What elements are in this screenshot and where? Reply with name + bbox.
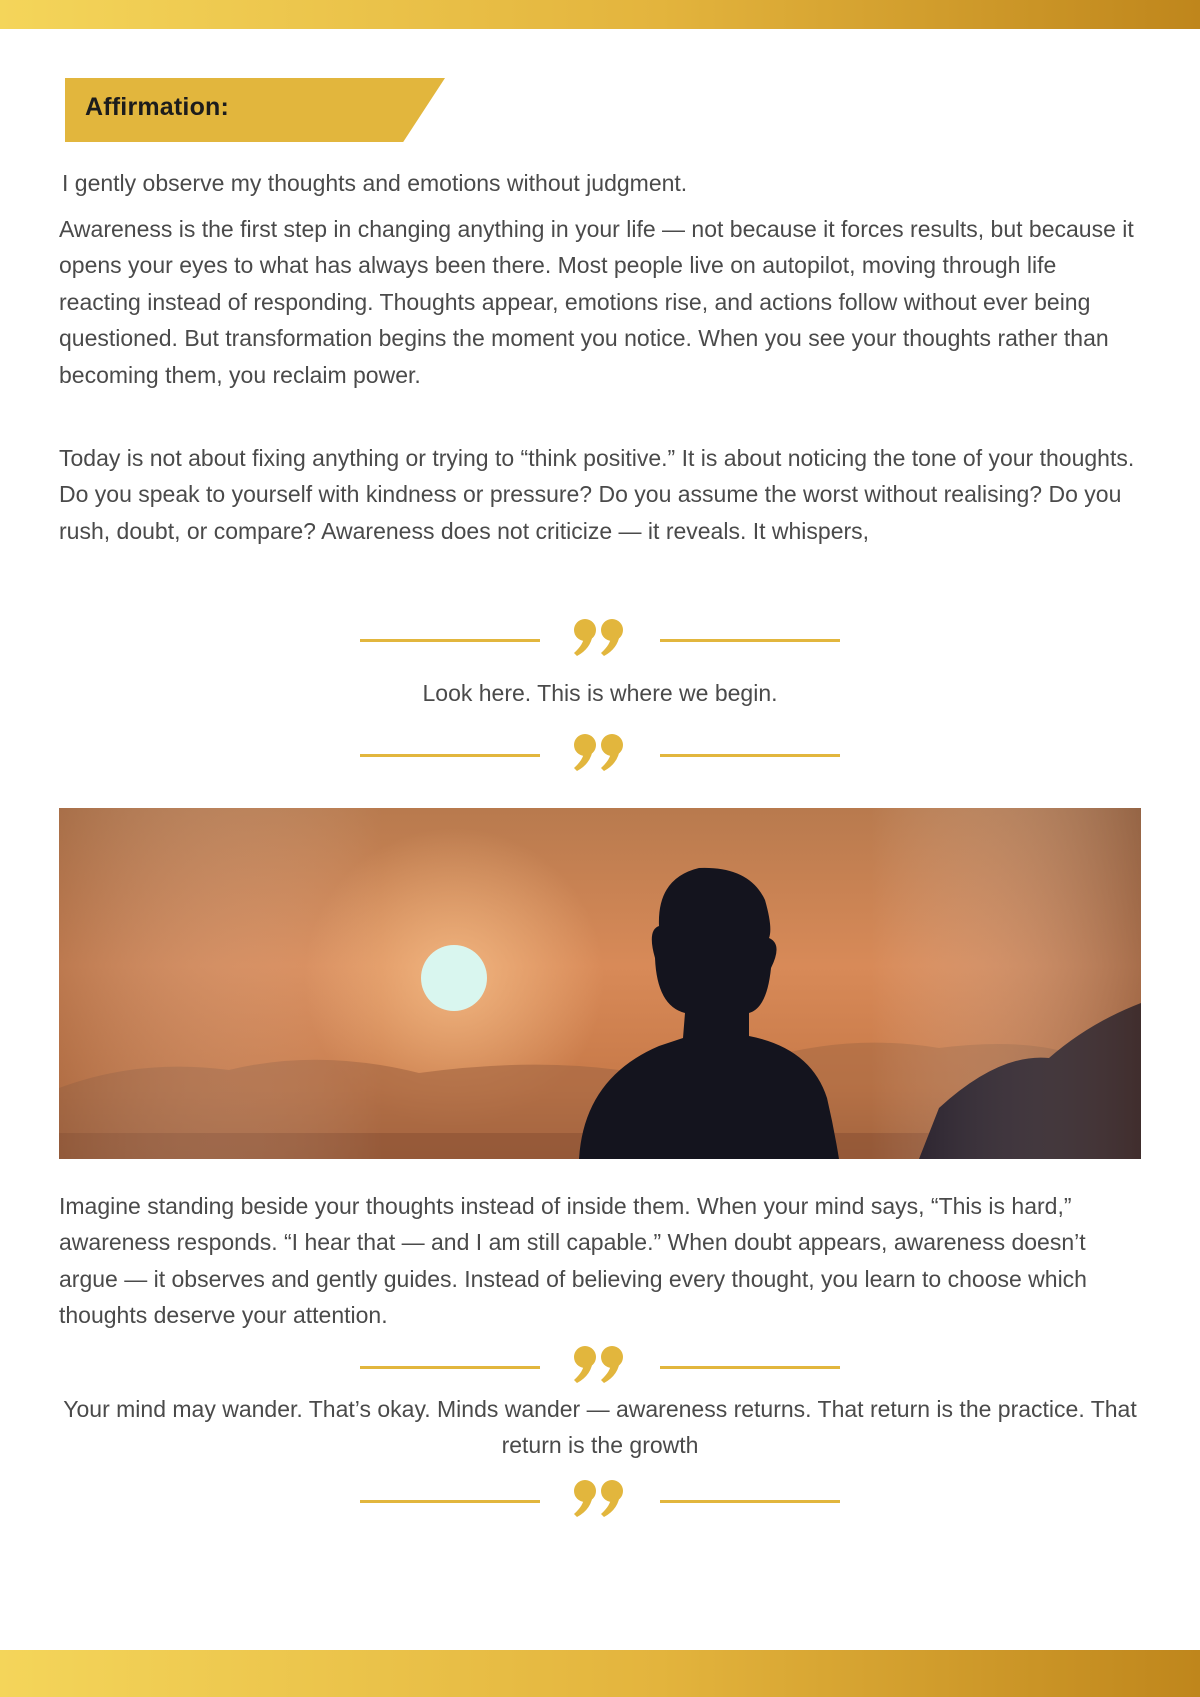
top-accent-bar — [0, 0, 1200, 29]
divider-line — [360, 1500, 540, 1503]
quote-divider — [360, 1345, 840, 1389]
quote-divider — [360, 733, 840, 777]
quote-mark-icon — [572, 618, 626, 658]
body-paragraph: Imagine standing beside your thoughts instead of inside them. When your mind says, “This is hard,” awareness responds. “I hear that — and I am still capable.” When doubt appears, awareness doesn’t argue — it observes and gently guides. Instead of believing every thought, you learn to choose which thoughts deserve your attention. — [59, 1193, 1087, 1329]
bottom-accent-bar — [0, 1650, 1200, 1697]
body-paragraph: Today is not about fixing anything or trying to “think positive.” It is about noticing the tone of your thoughts. Do you speak to yourself with kindness or pressure? Do you assume the worst without realising? Do you rush, doubt, or compare? Awareness does not criticize — it reveals. It whispers, — [59, 445, 1135, 544]
divider-line — [660, 1500, 840, 1503]
quote-divider — [360, 618, 840, 662]
affirmation-text: I gently observe my thoughts and emotions without judgment. — [62, 170, 688, 196]
pull-quote: Look here. This is where we begin. — [422, 680, 778, 706]
divider-line — [360, 1366, 540, 1369]
divider-line — [660, 1366, 840, 1369]
divider-line — [660, 639, 840, 642]
quote-divider — [360, 1479, 840, 1523]
quote-mark-icon — [572, 1479, 626, 1519]
sunset-silhouette-photo — [59, 808, 1141, 1159]
quote-mark-icon — [572, 733, 626, 773]
quote-mark-icon — [572, 1345, 626, 1385]
pull-quote: Your mind may wander. That’s okay. Minds wander — awareness returns. That return is the practice. That return is the growth — [63, 1396, 1137, 1459]
affirmation-label: Affirmation: — [85, 93, 230, 121]
body-paragraph: Awareness is the first step in changing anything in your life — not because it forces results, but because it opens your eyes to what has always been there. Most people live on autopilot, moving through life reacting instead of responding. Thoughts appear, emotions rise, and actions follow without ever being questioned. But transformation begins the moment you notice. When you see your thoughts rather than becoming them, you reclaim power. — [59, 216, 1134, 388]
divider-line — [360, 639, 540, 642]
divider-line — [360, 754, 540, 757]
divider-line — [660, 754, 840, 757]
